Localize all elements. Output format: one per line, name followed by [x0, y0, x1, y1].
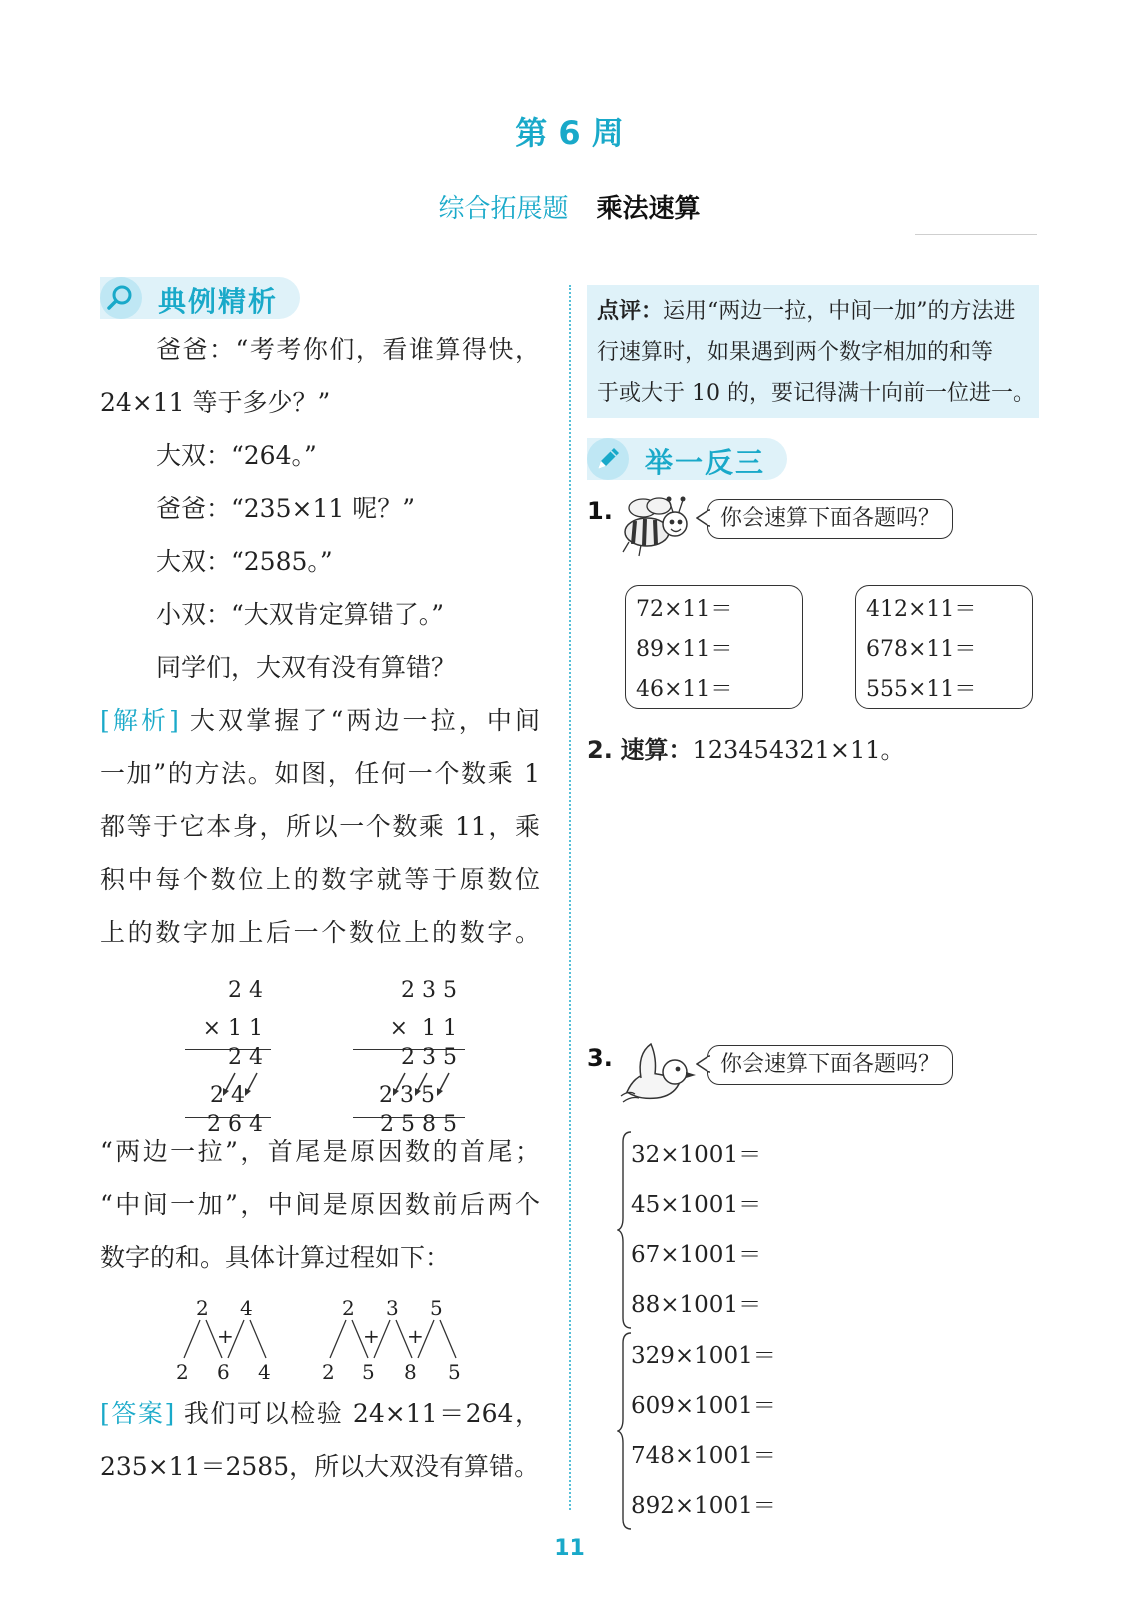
- review-box: [587, 285, 1039, 418]
- exercise-item: 748×1001＝: [631, 1443, 776, 1469]
- split-diagram-24: 2 4 + 2 6 4: [176, 1296, 271, 1384]
- question-2: [587, 730, 905, 765]
- question-3-group-2: [631, 1331, 776, 1531]
- question-1-left-box: [625, 585, 803, 709]
- example-section-label: 典例精析: [158, 285, 279, 318]
- subtitle-category: 综合拓展题: [438, 194, 569, 224]
- question-2-number: 2.: [587, 736, 613, 764]
- question-1-right-box: [855, 585, 1033, 709]
- practice-section-header: [587, 438, 787, 480]
- question-1-number: 1.: [587, 497, 613, 525]
- exercise-item: 32×1001＝: [631, 1142, 762, 1168]
- dialogue-line: 小双：“大双肯定算错了。”: [156, 600, 445, 629]
- review-line: 行速算时，如果遇到两个数字相加的和等: [597, 340, 994, 365]
- bubble-tail: [696, 509, 710, 527]
- answer-block: [100, 1387, 540, 1493]
- explain-line: “中间一加”，中间是原因数前后两个: [100, 1190, 540, 1219]
- exercise-item: 329×1001＝: [631, 1343, 776, 1369]
- magnifier-icon: [100, 277, 142, 319]
- question-1-speech-bubble: 你会速算下面各题吗？: [707, 499, 953, 539]
- analysis-tag: [解析]: [100, 706, 179, 735]
- explain-line: “两边一拉”，首尾是原因数的首尾；: [100, 1137, 540, 1166]
- exercise-item: 555×11＝: [866, 677, 977, 702]
- dialogue-line: 大双：“264。”: [156, 441, 317, 470]
- dialogue-line: 爸爸：“235×11 呢？”: [156, 494, 415, 523]
- header-rule: [915, 234, 1037, 235]
- example-dialogue: [100, 323, 540, 694]
- dialogue-line: 爸爸：“考考你们，看谁算得快，: [156, 335, 540, 364]
- analysis-line: 大双掌握了“两边一拉，中间: [189, 706, 540, 735]
- exercise-item: 72×11＝: [636, 597, 733, 622]
- analysis-line: 上的数字加上后一个数位上的数字。: [100, 918, 540, 947]
- explain-line: 数字的和。具体计算过程如下：: [100, 1243, 451, 1272]
- bird-icon: [617, 1040, 697, 1104]
- exercise-item: 89×11＝: [636, 637, 733, 662]
- page-number: 11: [554, 1536, 585, 1561]
- question-3-number: 3.: [587, 1044, 613, 1072]
- question-3-speech-bubble: 你会速算下面各题吗？: [707, 1045, 953, 1085]
- bubble-tail: [696, 1055, 710, 1073]
- review-line: 于或大于 10 的，要记得满十向前一位进一。: [597, 381, 1035, 406]
- page-title: 第 6 周: [515, 114, 624, 152]
- exercise-item: 88×1001＝: [631, 1292, 762, 1318]
- review-line: 运用“两边一拉，中间一加”的方法进: [663, 299, 1016, 324]
- analysis-line: 积中每个数位上的数字就等于原数位: [100, 865, 540, 894]
- answer-tag: [答案]: [100, 1399, 175, 1428]
- question-3-group-1: [631, 1130, 761, 1330]
- exercise-item: 412×11＝: [866, 597, 977, 622]
- example-section-header: [100, 277, 300, 319]
- analysis-line: 一加”的方法。如图，任何一个数乘 1: [100, 759, 540, 788]
- dialogue-line: 大双：“2585。”: [156, 547, 333, 576]
- practice-section-label: 举一反三: [645, 446, 766, 479]
- answer-line: 235×11＝2585，所以大双没有算错。: [100, 1452, 540, 1481]
- exercise-item: 678×11＝: [866, 637, 977, 662]
- bee-icon: [617, 494, 697, 560]
- exercise-item: 609×1001＝: [631, 1393, 776, 1419]
- exercise-item: 892×1001＝: [631, 1493, 776, 1519]
- analysis-line: 都等于它本身，所以一个数乘 11，乘: [100, 812, 540, 841]
- page-subtitle: [0, 188, 1139, 225]
- split-diagram-235: 2 3 5 + + 2 5 8 5: [322, 1296, 461, 1384]
- answer-line: 我们可以检验 24×11＝264，: [183, 1399, 540, 1428]
- pencil-icon: [587, 438, 629, 480]
- explanation-block: [100, 1125, 540, 1284]
- subtitle-topic: 乘法速算: [596, 194, 701, 224]
- exercise-item: 67×1001＝: [631, 1242, 762, 1268]
- review-label: 点评：: [597, 298, 664, 324]
- analysis-block: [100, 694, 540, 959]
- question-2-label: 速算：: [620, 735, 693, 764]
- exercise-item: 46×11＝: [636, 677, 733, 702]
- dialogue-line: 24×11 等于多少？”: [100, 388, 331, 417]
- column-divider: [569, 285, 571, 1510]
- exercise-item: 45×1001＝: [631, 1192, 762, 1218]
- question-2-expression: 123454321×11。: [692, 736, 905, 764]
- dialogue-line: 同学们，大双有没有算错？: [156, 653, 457, 682]
